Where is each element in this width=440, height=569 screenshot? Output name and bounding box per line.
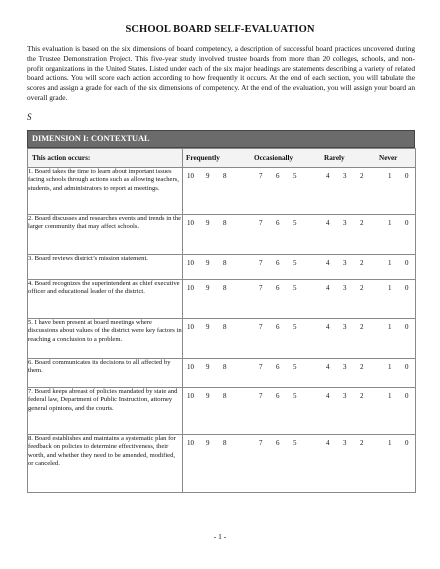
score-option[interactable]: 3 <box>343 392 347 400</box>
score-option[interactable]: 0 <box>405 323 409 331</box>
table-row <box>28 388 416 435</box>
score-option[interactable]: 10 <box>187 439 194 447</box>
score-option[interactable]: 9 <box>206 172 210 180</box>
score-option[interactable]: 4 <box>326 284 330 292</box>
score-option[interactable]: 0 <box>405 363 409 371</box>
score-option[interactable]: 1 <box>388 439 392 447</box>
score-option[interactable]: 0 <box>405 392 409 400</box>
score-option[interactable]: 0 <box>405 219 409 227</box>
score-cell <box>183 319 416 359</box>
score-option[interactable]: 3 <box>343 219 347 227</box>
score-option[interactable]: 1 <box>388 323 392 331</box>
dimension-heading: DIMENSION I: CONTEXTUAL <box>27 130 415 148</box>
score-option[interactable]: 7 <box>259 439 263 447</box>
score-option[interactable]: 2 <box>360 219 364 227</box>
score-option[interactable]: 3 <box>343 284 347 292</box>
score-option[interactable]: 9 <box>206 284 210 292</box>
score-option[interactable]: 0 <box>405 259 409 267</box>
score-option[interactable]: 1 <box>388 219 392 227</box>
score-option[interactable]: 4 <box>326 259 330 267</box>
evaluation-table <box>27 148 416 493</box>
header-never: Never <box>379 154 398 162</box>
score-option[interactable]: 1 <box>388 392 392 400</box>
score-option[interactable]: 2 <box>360 259 364 267</box>
table-row <box>28 215 416 255</box>
score-option[interactable]: 7 <box>259 259 263 267</box>
score-option[interactable]: 10 <box>187 219 194 227</box>
page-number: - 1 - <box>213 532 227 541</box>
score-option[interactable]: 9 <box>206 219 210 227</box>
score-option[interactable]: 7 <box>259 363 263 371</box>
score-option[interactable]: 5 <box>293 323 297 331</box>
score-option[interactable]: 3 <box>343 439 347 447</box>
document-title: SCHOOL BOARD SELF-EVALUATION <box>125 24 315 35</box>
score-option[interactable]: 9 <box>206 259 210 267</box>
score-option[interactable]: 2 <box>360 172 364 180</box>
score-option[interactable]: 1 <box>388 172 392 180</box>
score-option[interactable]: 10 <box>187 259 194 267</box>
header-rarely: Rarely <box>324 154 345 162</box>
score-option[interactable]: 4 <box>326 219 330 227</box>
score-option[interactable]: 3 <box>343 363 347 371</box>
table-row <box>28 280 416 319</box>
score-cell <box>183 435 416 493</box>
score-cell <box>183 215 416 255</box>
header-scale <box>183 149 416 168</box>
header-frequently: Frequently <box>186 154 220 162</box>
score-option[interactable]: 0 <box>405 439 409 447</box>
score-option[interactable]: 10 <box>187 363 194 371</box>
score-option[interactable]: 9 <box>206 363 210 371</box>
score-option[interactable]: 8 <box>223 284 227 292</box>
score-option[interactable]: 5 <box>293 259 297 267</box>
score-option[interactable]: 7 <box>259 219 263 227</box>
score-option[interactable]: 1 <box>388 259 392 267</box>
score-option[interactable]: 7 <box>259 392 263 400</box>
score-option[interactable]: 2 <box>360 439 364 447</box>
action-statement: 2. Board discusses and researches events and trends in the larger community that may affect schools. <box>28 215 183 255</box>
score-option[interactable]: 4 <box>326 172 330 180</box>
score-option[interactable]: 5 <box>293 439 297 447</box>
score-option[interactable]: 3 <box>343 172 347 180</box>
score-option[interactable]: 8 <box>223 363 227 371</box>
action-statement: 3. Board reviews district’s mission statement. <box>28 255 183 280</box>
action-statement: 5. I have been present at board meetings where discussions about values of the district were key factors in reaching a conclusion to a problem. <box>28 319 183 359</box>
table-row <box>28 168 416 215</box>
score-option[interactable]: 4 <box>326 323 330 331</box>
score-option[interactable]: 6 <box>276 363 280 371</box>
score-option[interactable]: 3 <box>343 323 347 331</box>
score-option[interactable]: 2 <box>360 284 364 292</box>
score-option[interactable]: 2 <box>360 392 364 400</box>
score-option[interactable]: 4 <box>326 439 330 447</box>
score-option[interactable]: 10 <box>187 392 194 400</box>
score-option[interactable]: 7 <box>259 323 263 331</box>
score-option[interactable]: 8 <box>223 219 227 227</box>
score-option[interactable]: 6 <box>276 172 280 180</box>
score-option[interactable]: 5 <box>293 219 297 227</box>
score-cell <box>183 280 416 319</box>
score-option[interactable]: 8 <box>223 392 227 400</box>
score-option[interactable]: 6 <box>276 439 280 447</box>
table-row <box>28 435 416 493</box>
header-action: This action occurs: <box>28 149 183 168</box>
score-option[interactable]: 2 <box>360 363 364 371</box>
score-cell <box>183 359 416 388</box>
score-option[interactable]: 7 <box>259 284 263 292</box>
score-option[interactable]: 6 <box>276 392 280 400</box>
action-statement: 8. Board establishes and maintains a systematic plan for feedback on policies to determine effectiveness, their worth, and whether they need to be amended, modified, or canceled. <box>28 435 183 493</box>
score-option[interactable]: 5 <box>293 284 297 292</box>
score-option[interactable]: 9 <box>206 323 210 331</box>
score-cell <box>183 388 416 435</box>
score-option[interactable]: 7 <box>259 172 263 180</box>
stray-mark: S <box>27 112 32 122</box>
intro-paragraph: This evaluation is based on the six dimensions of board competency, a description of successful board practices uncovered during the Trustee Demonstration Project. This five-year study involved trustee boards from more than 20 colleges, schools, and non- profit organizations in the United States. Listed under each of the six major headings are statements describing a variety of related board actions. You will score each action according to how frequently it occurs. At the end of each section, you will tabulate the scores and assign a grade for each of the six dimensions of competency. At the end of the evaluation, you will assign your board an overall grade. <box>27 44 415 102</box>
table-row <box>28 255 416 280</box>
score-option[interactable]: 4 <box>326 363 330 371</box>
score-option[interactable]: 3 <box>343 259 347 267</box>
score-option[interactable]: 6 <box>276 259 280 267</box>
score-option[interactable]: 5 <box>293 172 297 180</box>
score-option[interactable]: 1 <box>388 284 392 292</box>
score-option[interactable]: 5 <box>293 363 297 371</box>
score-option[interactable]: 10 <box>187 284 194 292</box>
action-statement: 4. Board recognizes the superintendent as chief executive officer and educational leader of the district. <box>28 280 183 319</box>
score-option[interactable]: 8 <box>223 439 227 447</box>
header-row <box>28 149 416 168</box>
score-cell <box>183 168 416 215</box>
score-option[interactable]: 8 <box>223 259 227 267</box>
score-option[interactable]: 10 <box>187 172 194 180</box>
score-option[interactable]: 9 <box>206 439 210 447</box>
table-row <box>28 359 416 388</box>
score-option[interactable]: 0 <box>405 172 409 180</box>
table-row <box>28 319 416 359</box>
action-statement: 7. Board keeps abreast of policies mandated by state and federal law, Department of Public Instruction, attorney general opinions, and the courts. <box>28 388 183 435</box>
score-option[interactable]: 6 <box>276 219 280 227</box>
header-occasionally: Occasionally <box>254 154 294 162</box>
score-option[interactable]: 8 <box>223 172 227 180</box>
score-option[interactable]: 6 <box>276 284 280 292</box>
score-option[interactable]: 4 <box>326 392 330 400</box>
score-option[interactable]: 10 <box>187 323 194 331</box>
score-option[interactable]: 1 <box>388 363 392 371</box>
score-option[interactable]: 5 <box>293 392 297 400</box>
score-option[interactable]: 8 <box>223 323 227 331</box>
score-option[interactable]: 9 <box>206 392 210 400</box>
score-cell <box>183 255 416 280</box>
action-statement: 6. Board communicates its decisions to all affected by them. <box>28 359 183 388</box>
action-statement: 1. Board takes the time to learn about important issues facing schools through actions such as allowing teachers, students, and administrators to report at meetings. <box>28 168 183 215</box>
score-option[interactable]: 6 <box>276 323 280 331</box>
score-option[interactable]: 0 <box>405 284 409 292</box>
score-option[interactable]: 2 <box>360 323 364 331</box>
